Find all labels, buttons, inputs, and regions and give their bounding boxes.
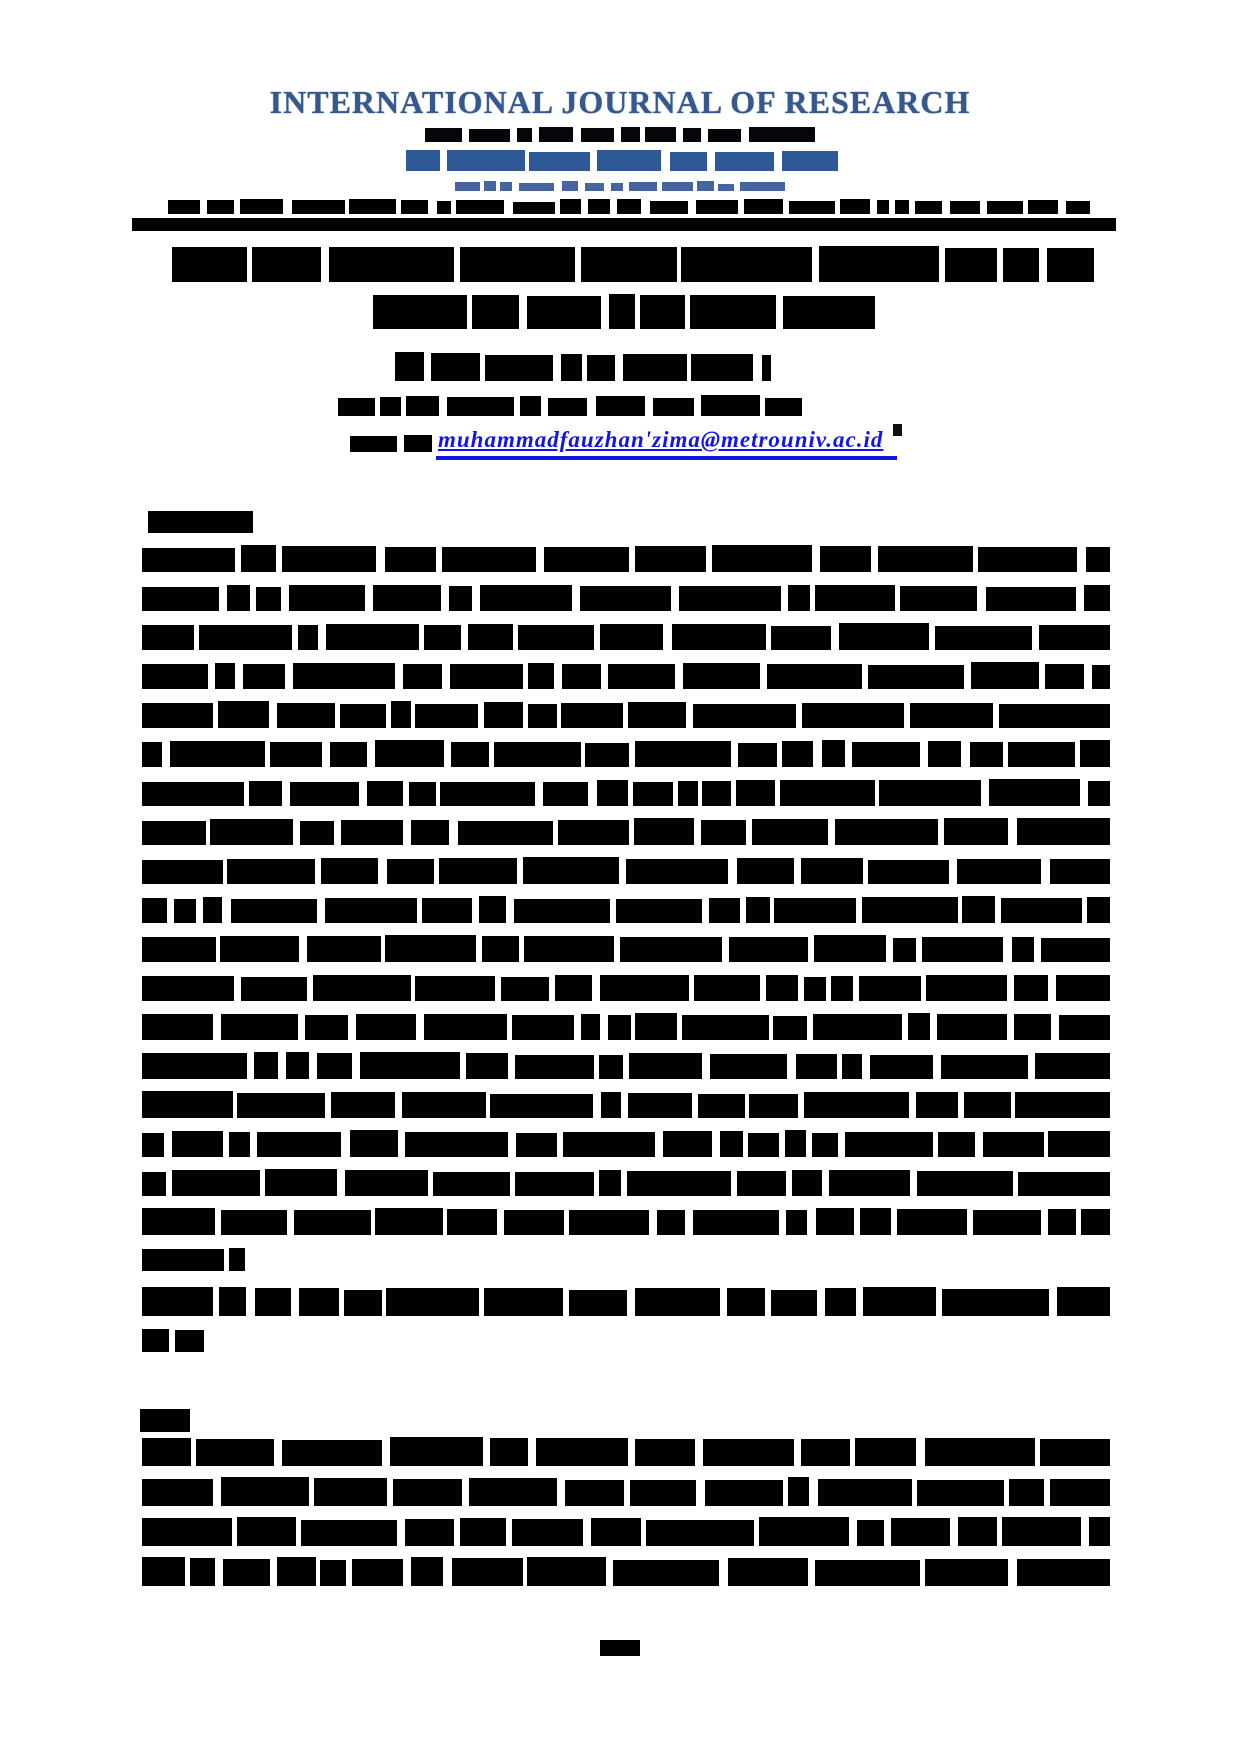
header-issn-line	[406, 150, 838, 171]
abstract-line-10	[142, 896, 1110, 923]
journal-title: INTERNATIONAL JOURNAL OF RESEARCH	[269, 84, 971, 120]
email-footnote-marker	[893, 424, 902, 436]
abstrak-line-1	[142, 1437, 1110, 1466]
abstract-line-18	[142, 1208, 1110, 1235]
abstrak-heading	[140, 1409, 190, 1432]
header-volume-issue-line	[425, 126, 815, 142]
author-email-link[interactable]: muhammadfauzhan'zima@metrouniv.ac.id	[436, 427, 897, 460]
abstract-line-8	[142, 818, 1110, 845]
page-number	[600, 1640, 640, 1656]
abstract-line-1	[142, 545, 1110, 572]
abstract-line-14	[142, 1052, 1110, 1079]
abstract-line-3	[142, 623, 1110, 650]
article-title-line-1	[172, 246, 1094, 282]
keywords-line-2	[142, 1329, 204, 1352]
abstract-line-16	[142, 1130, 1110, 1157]
abstract-heading	[148, 511, 253, 533]
author-name-line	[395, 352, 771, 381]
abstract-line-17	[142, 1169, 1110, 1196]
header-citation-line	[168, 199, 1090, 214]
abstract-line-2	[142, 584, 1110, 611]
abstract-closing-line	[142, 1247, 245, 1271]
abstrak-line-3	[142, 1517, 1110, 1546]
abstract-line-15	[142, 1091, 1110, 1118]
email-label	[350, 434, 432, 452]
abstrak-line-4	[142, 1557, 1110, 1586]
abstract-line-5	[142, 701, 1110, 728]
header-availability-link-line	[455, 181, 785, 191]
keywords-line-1	[142, 1287, 1110, 1316]
abstract-line-6	[142, 740, 1110, 767]
article-title-line-2	[373, 294, 875, 329]
abstract-line-4	[142, 662, 1110, 689]
author-affiliation-line	[338, 395, 802, 416]
abstract-line-12	[142, 974, 1110, 1001]
abstrak-line-2	[142, 1477, 1110, 1506]
abstract-line-13	[142, 1013, 1110, 1040]
abstract-line-9	[142, 857, 1110, 884]
abstract-line-11	[142, 935, 1110, 962]
header-rule	[132, 218, 1116, 231]
abstract-line-7	[142, 779, 1110, 806]
